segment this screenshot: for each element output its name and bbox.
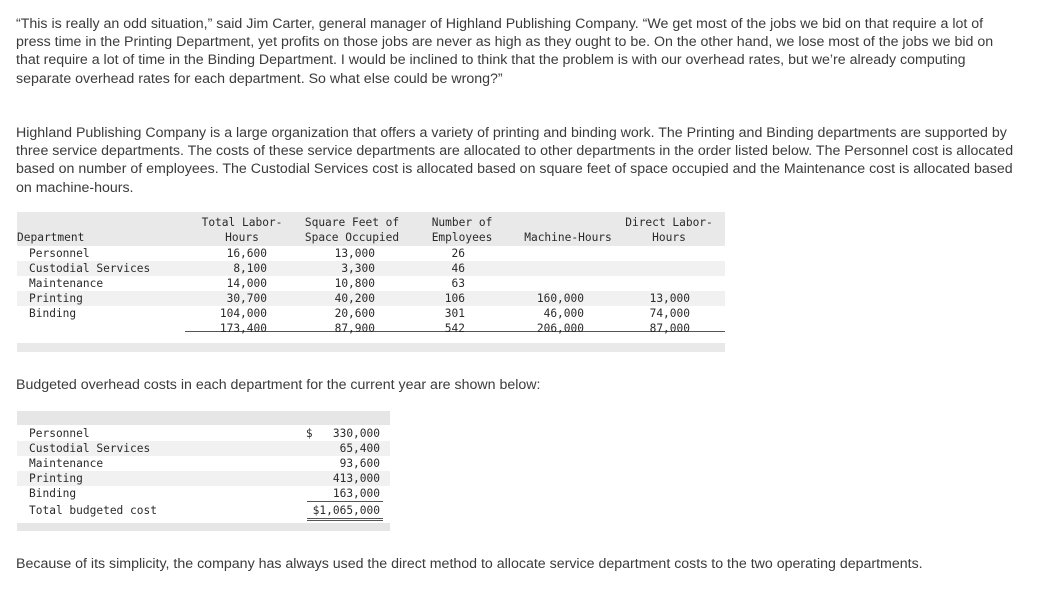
budget-amount: 413,000 <box>332 472 380 485</box>
labor-hours-value: 8,100 <box>233 262 267 275</box>
budget-amount: $ 330,000 <box>305 427 380 440</box>
square-feet-value: 3,300 <box>341 262 375 275</box>
machine-hours-value: 46,000 <box>543 307 584 320</box>
table-row <box>17 291 725 306</box>
budget-intro: Budgeted overhead costs in each department for the current year are shown below: <box>16 377 541 393</box>
header-square-feet-line1: Square Feet of <box>304 216 400 229</box>
table-row <box>17 471 390 486</box>
budget-amount: 93,600 <box>339 457 380 470</box>
table-row <box>17 261 725 276</box>
employees-value: 63 <box>451 277 465 290</box>
square-feet-value: 40,200 <box>334 292 375 305</box>
department-name: Binding <box>29 307 77 320</box>
table-total-row <box>17 503 390 518</box>
budget-amount: 65,400 <box>339 442 380 455</box>
total-square-feet: 87,900 <box>334 322 375 335</box>
department-name: Personnel <box>29 247 90 260</box>
table-row <box>17 246 725 261</box>
double-rule-top <box>307 518 383 519</box>
total-labor-hours: 173,400 <box>219 322 267 335</box>
total-rule <box>307 501 383 502</box>
table-row <box>17 486 390 501</box>
table-row <box>17 456 390 471</box>
labor-hours-value: 14,000 <box>226 277 267 290</box>
total-machine-hours: 206,000 <box>536 322 584 335</box>
table-header-band <box>17 411 390 425</box>
machine-hours-value: 160,000 <box>536 292 584 305</box>
direct-labor-value: 74,000 <box>649 307 690 320</box>
table-footer-band <box>17 523 390 531</box>
table-row <box>17 276 725 291</box>
department-name: Custodial Services <box>29 262 151 275</box>
employees-value: 26 <box>451 247 465 260</box>
total-employees: 542 <box>444 322 465 335</box>
budget-table <box>17 411 390 531</box>
double-rule-bottom <box>307 520 383 521</box>
header-department: Department <box>17 231 85 244</box>
header-direct-labor-line1: Direct Labor- <box>625 216 713 229</box>
square-feet-value: 10,800 <box>334 277 375 290</box>
labor-hours-value: 104,000 <box>219 307 267 320</box>
square-feet-value: 13,000 <box>334 247 375 260</box>
square-feet-value: 20,600 <box>334 307 375 320</box>
header-employees-line1: Number of <box>431 216 493 229</box>
employees-value: 46 <box>451 262 465 275</box>
table-footer-band <box>17 343 725 352</box>
table-row <box>17 426 390 441</box>
budget-label: Maintenance <box>29 457 104 470</box>
employees-value: 106 <box>444 292 465 305</box>
table-total-row <box>17 321 725 336</box>
budget-amount: 163,000 <box>332 487 380 500</box>
department-name: Printing <box>29 292 83 305</box>
closing-paragraph: Because of its simplicity, the company has always used the direct method to allocate service department costs to the two operating departments. <box>16 556 923 572</box>
budget-label: Binding <box>29 487 77 500</box>
header-labor-hours-line2: Hours <box>225 231 259 244</box>
table-row <box>17 441 390 456</box>
budget-total-amount: $1,065,000 <box>312 504 380 517</box>
labor-hours-value: 30,700 <box>226 292 267 305</box>
description-paragraph: Highland Publishing Company is a large organization that offers a variety of printing and binding work. The Printing and Binding departments are supported by three service departments. The costs of these service departments are allocated to other departments in the order listed below. The Personnel cost is allocated based on number of employees. The Custodial Services cost is allocated based on square feet of space occupied and the Maintenance cost is allocated based on machine-hours. <box>16 125 1014 196</box>
table-row <box>17 306 725 321</box>
header-square-feet-line2: Space Occupied <box>304 231 400 244</box>
budget-total-label: Total budgeted cost <box>29 504 157 517</box>
header-labor-hours-line1: Total Labor- <box>201 216 283 229</box>
labor-hours-value: 16,600 <box>226 247 267 260</box>
header-employees-line2: Employees <box>431 231 493 244</box>
header-machine-hours: Machine-Hours <box>524 231 612 244</box>
allocation-table <box>17 212 725 352</box>
budget-label: Printing <box>29 472 83 485</box>
header-direct-labor-line2: Hours <box>652 231 686 244</box>
direct-labor-value: 13,000 <box>649 292 690 305</box>
intro-paragraph: “This is really an odd situation,” said Jim Carter, general manager of Highland Publishing Company. “We get most of the jobs we bid on that require a lot of press time in the Printing Department, yet profits on those jobs are never as high as they ought to be. On the other hand, we lose most of the jobs we bid on that require a lot of time in the Binding Department. I would be inclined to think that the problem is with our overhead rates, but we’re already computing separate overhead rates for each department. So what else could be wrong?” <box>16 16 994 87</box>
employees-value: 301 <box>444 307 465 320</box>
budget-label: Personnel <box>29 427 90 440</box>
budget-label: Custodial Services <box>29 442 151 455</box>
total-direct-labor: 87,000 <box>649 322 690 335</box>
department-name: Maintenance <box>29 277 104 290</box>
